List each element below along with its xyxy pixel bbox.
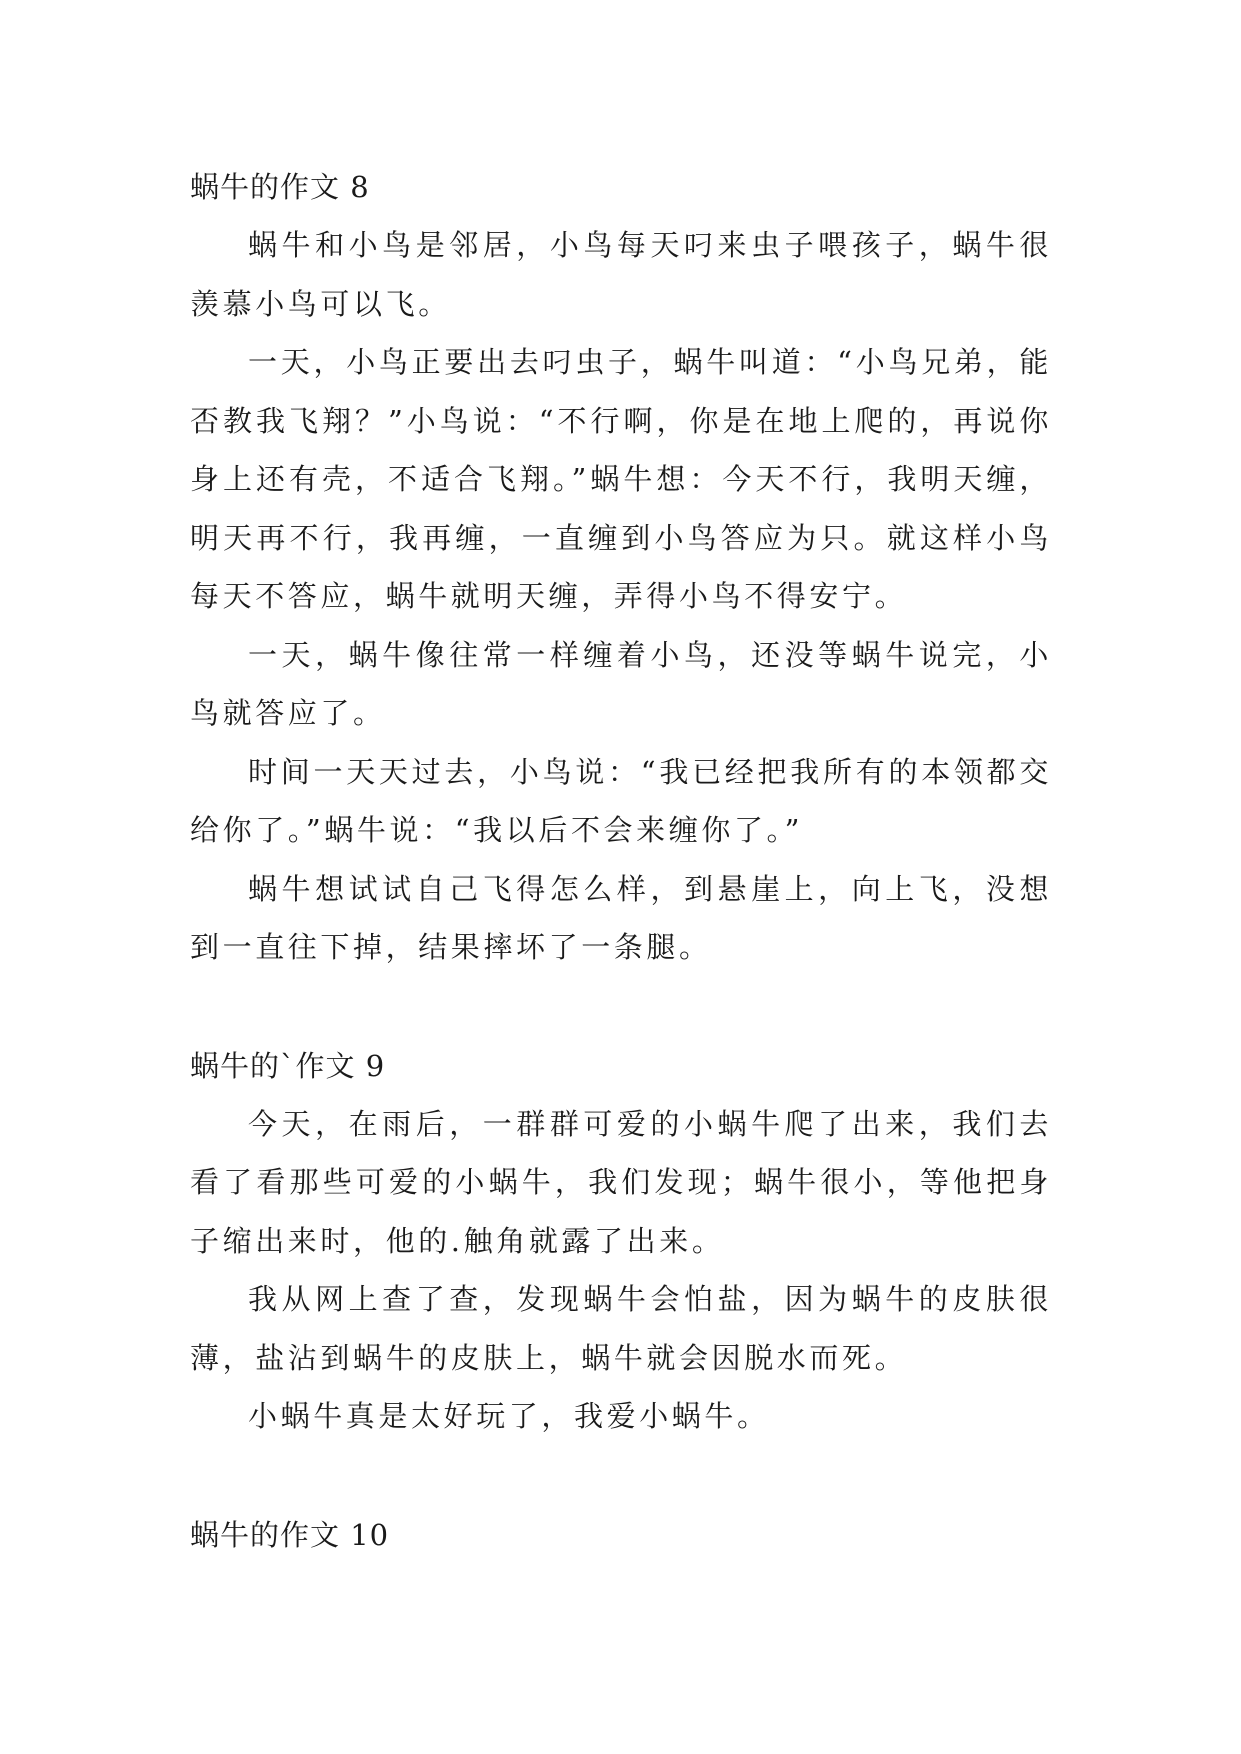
paragraph: 一天，小鸟正要出去叼虫子，蜗牛叫道：“小鸟兄弟，能否教我飞翔？”小鸟说：“不行啊，你是在地上爬的，再说你身上还有壳，不适合飞翔。”蜗牛想：今天不行，我明天缠，明天再不行，我再缠，一直缠到小鸟答应为只。就这样小鸟每天不答应，蜗牛就明天缠，弄得小鸟不得安宁。 <box>190 345 1052 613</box>
paragraph: 蜗牛想试试自己飞得怎么样，到悬崖上，向上飞，没想到一直往下掉，结果摔坏了一条腿。 <box>190 871 1052 964</box>
section-title: 蜗牛的作文 10 <box>190 1517 390 1552</box>
section-spacer <box>190 977 1052 1037</box>
section-title: 蜗牛的`作文 9 <box>190 1048 386 1083</box>
essay-section-10 <box>190 1506 1052 1564</box>
essay-section-9 <box>190 1037 1052 1446</box>
section-title: 蜗牛的作文 8 <box>190 170 370 204</box>
paragraph: 蜗牛和小鸟是邻居，小鸟每天叼来虫子喂孩子，蜗牛很羡慕小鸟可以飞。 <box>190 228 1052 321</box>
essay-section-8 <box>190 158 1052 977</box>
paragraph: 时间一天天过去，小鸟说：“我已经把我所有的本领都交给你了。”蜗牛说：“我以后不会来缠你了。” <box>190 754 1052 847</box>
paragraph: 一天，蜗牛像往常一样缠着小鸟，还没等蜗牛说完，小鸟就答应了。 <box>190 637 1052 730</box>
paragraph: 小蜗牛真是太好玩了，我爱小蜗牛。 <box>248 1399 770 1433</box>
paragraph: 我从网上查了查，发现蜗牛会怕盐，因为蜗牛的皮肤很薄，盐沾到蜗牛的皮肤上，蜗牛就会因脱水而死。 <box>190 1282 1052 1375</box>
document-body <box>190 158 1052 1564</box>
section-spacer <box>190 1446 1052 1506</box>
paragraph: 今天，在雨后，一群群可爱的小蜗牛爬了出来，我们去看了看那些可爱的小蜗牛，我们发现；蜗牛很小，等他把身子缩出来时，他的.触角就露了出来。 <box>190 1106 1052 1258</box>
